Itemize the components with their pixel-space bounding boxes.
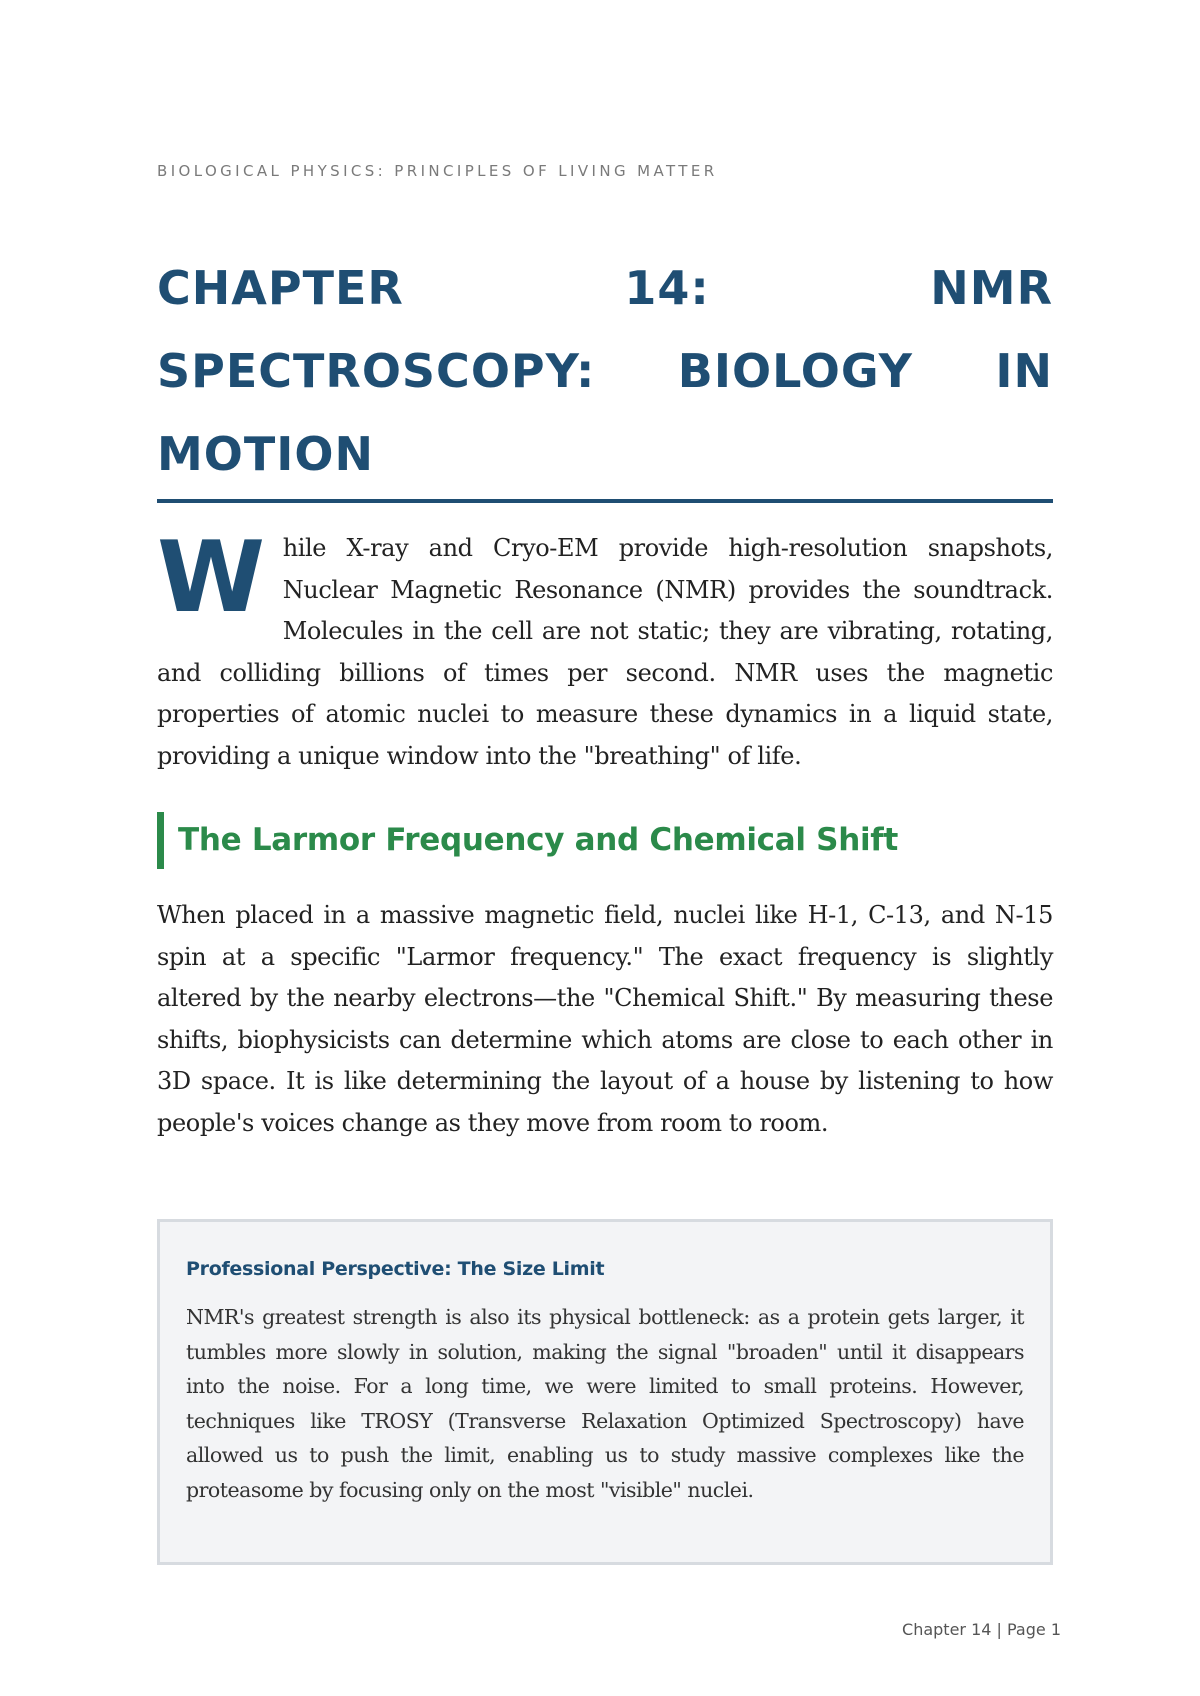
intro-paragraph: [157, 521, 1053, 777]
callout-title: Professional Perspective: The Size Limit: [186, 1258, 605, 1280]
page-footer: Chapter 14 | Page 1: [902, 1620, 1061, 1639]
running-head: BIOLOGICAL PHYSICS: PRINCIPLES OF LIVING MATTER: [157, 162, 718, 180]
title-divider: [157, 499, 1053, 503]
section-heading: The Larmor Frequency and Chemical Shift: [157, 812, 1053, 869]
document-page: [157, 0, 1061, 1696]
section-paragraph: When placed in a massive magnetic field, nuclei like H-1, C-13, and N-15 spin at a specific "Larmor frequency." The exact frequency is slightly altered by the nearby electrons—the "Chemical Shift." By measuring these shifts, biophysicists can determine which atoms are close to each other in 3D space. It is like determining the layout of a house by listening to how people's voices change as they move from room to room.: [157, 901, 1053, 1137]
drop-cap: W: [157, 521, 265, 635]
callout-box: [157, 1219, 1053, 1565]
chapter-title: CHAPTER 14: NMR SPECTROSCOPY: BIOLOGY IN MOTION: [157, 261, 1053, 481]
callout-body: NMR's greatest strength is also its physical bottleneck: as a protein gets larger, it tumbles more slowly in solution, making the signal "broaden" until it disappears into the noise. For a long time, we were limited to small proteins. However, techniques like TROSY (Transverse Relaxation Optimized Spectroscopy) have allowed us to push the limit, enabling us to study massive complexes like the proteasome by focusing only on the most "visible" nuclei.: [186, 1305, 1024, 1502]
intro-text: hile X-ray and Cryo-EM provide high-resolution snapshots, Nuclear Magnetic Resonance (NMR) provides the soundtrack. Molecules in the cell are not static; they are vibrating, rotating, and colliding billions of times per second. NMR uses the magnetic properties of atomic nuclei to measure these dynamics in a liquid state, providing a unique window into the "breathing" of life.: [157, 534, 1053, 770]
